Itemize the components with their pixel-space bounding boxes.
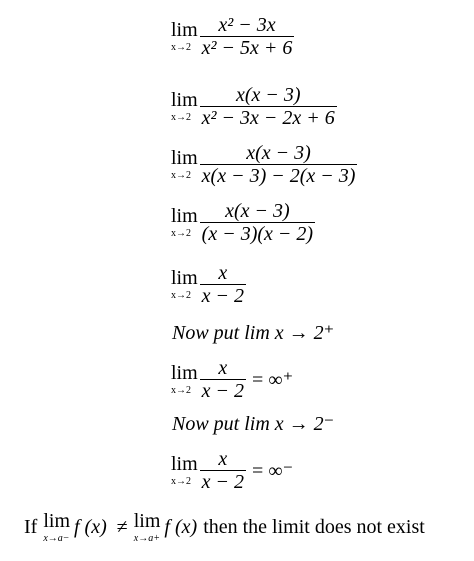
- numerator: x(x − 3): [246, 142, 311, 164]
- denominator: x(x − 3) − 2(x − 3): [201, 165, 356, 188]
- lim-word: lim: [171, 205, 198, 228]
- denominator: x² − 5x + 6: [201, 37, 293, 60]
- lim-word: lim: [171, 267, 198, 290]
- instruction-right-limit: Now put lim x → 2⁺: [172, 322, 335, 344]
- limit-step-5: [171, 262, 246, 308]
- lim-word: lim: [171, 89, 198, 112]
- numerator: x: [218, 357, 228, 379]
- lim-subscript: x→2: [171, 170, 191, 182]
- fraction: [200, 357, 246, 403]
- function-expression: f (x): [164, 516, 198, 538]
- lim-word: lim: [171, 19, 198, 42]
- instruction-left-limit: Now put lim x → 2⁻: [172, 413, 335, 435]
- if-word: If: [24, 516, 38, 538]
- lim-word: lim: [43, 510, 70, 532]
- limit-step-3: [171, 142, 357, 188]
- denominator: (x − 3)(x − 2): [201, 223, 314, 246]
- conclusion-text: then the limit does not exist: [203, 516, 425, 538]
- not-equal-sign: ≠: [116, 516, 128, 538]
- fraction: [200, 142, 358, 188]
- denominator: x − 2: [201, 285, 245, 308]
- fraction: [200, 262, 246, 308]
- lim-subscript-right: x→a+: [133, 533, 160, 544]
- lim-subscript: x→2: [171, 476, 191, 488]
- result: = ∞⁻: [252, 460, 294, 483]
- fraction: [200, 14, 295, 60]
- lim-word: lim: [171, 147, 198, 170]
- limit-step-left: [171, 448, 293, 494]
- function-expression: f (x): [74, 516, 107, 538]
- limit-step-1: [171, 14, 294, 60]
- lim-subscript: x→2: [171, 112, 191, 124]
- lim-subscript-left: x→a−: [43, 533, 70, 544]
- lim-subscript: x→2: [171, 385, 191, 397]
- numerator: x² − 3x: [218, 14, 276, 36]
- numerator: x(x − 3): [225, 200, 290, 222]
- lim-word: lim: [133, 510, 161, 532]
- lim-word: lim: [171, 453, 198, 476]
- lim-subscript: x→2: [171, 290, 191, 302]
- fraction: [200, 448, 246, 494]
- lim-subscript: x→2: [171, 42, 191, 54]
- limit-step-2: [171, 84, 337, 130]
- conclusion-line: [24, 511, 425, 544]
- denominator: x − 2: [201, 380, 245, 403]
- limit-step-right: [171, 357, 293, 403]
- fraction: [200, 200, 315, 246]
- denominator: x² − 3x − 2x + 6: [201, 107, 335, 130]
- limit-step-4: [171, 200, 315, 246]
- denominator: x − 2: [201, 471, 245, 494]
- fraction: [200, 84, 337, 130]
- result: = ∞⁺: [252, 369, 294, 392]
- numerator: x(x − 3): [235, 84, 301, 106]
- numerator: x: [218, 448, 228, 470]
- lim-subscript: x→2: [171, 228, 191, 240]
- numerator: x: [218, 262, 228, 284]
- lim-word: lim: [171, 362, 198, 385]
